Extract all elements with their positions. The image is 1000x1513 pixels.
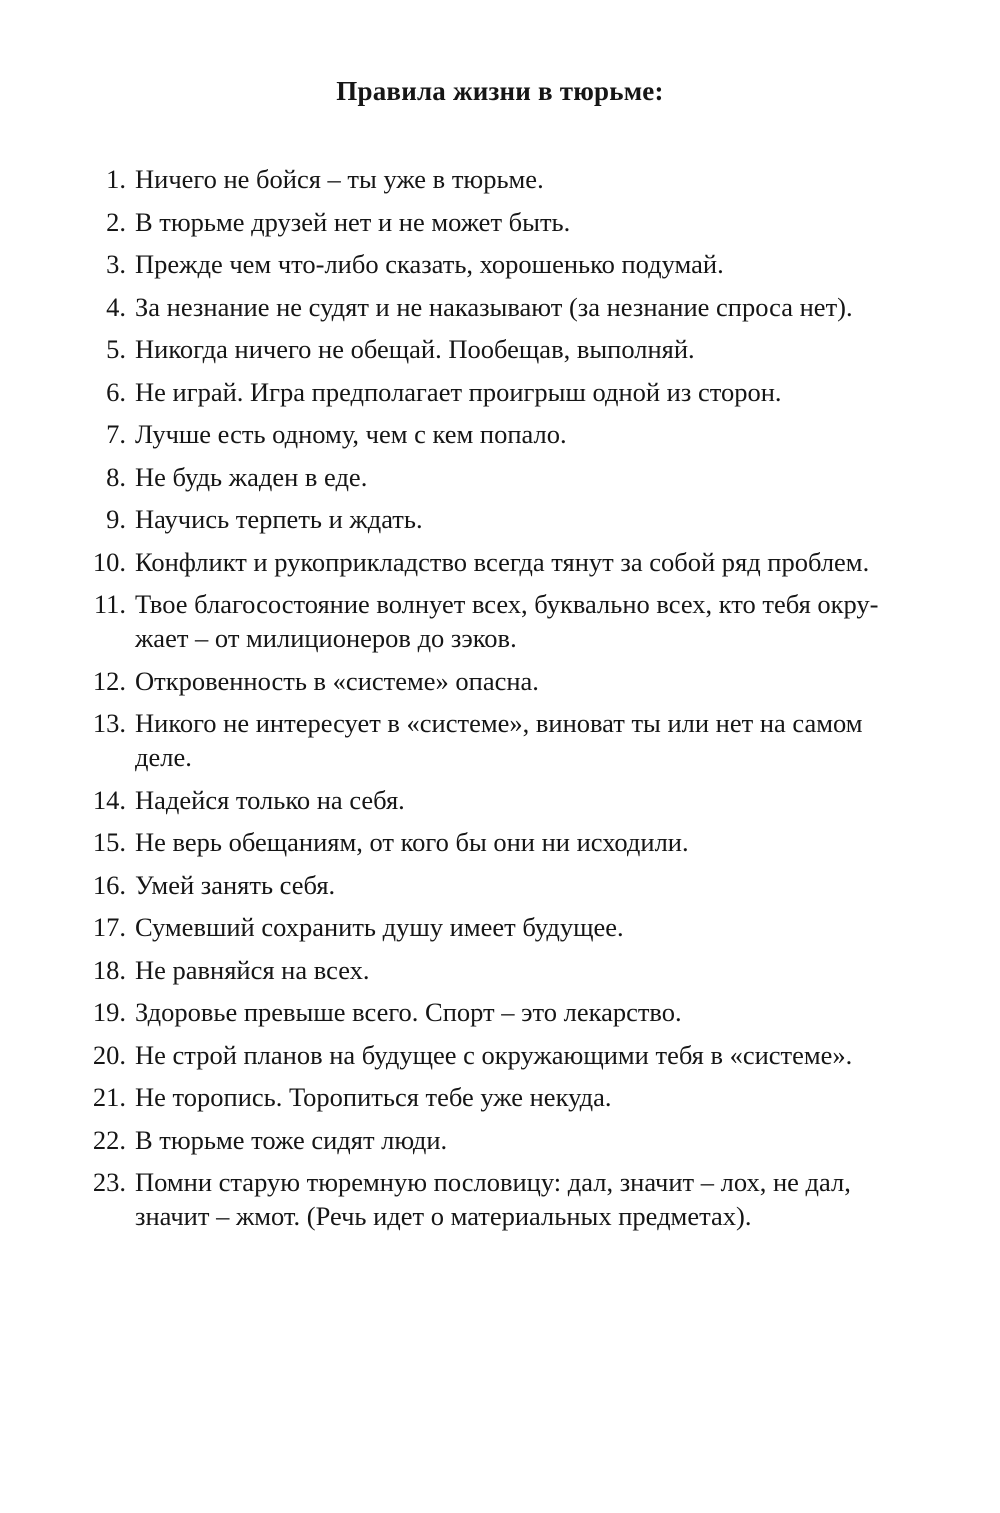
rule-number: 11.	[93, 589, 126, 619]
rule-text	[129, 375, 928, 409]
rule-number: 9.	[106, 504, 126, 534]
rule-text-line: Не верь обещаниям, от кого бы они ни исходили.	[135, 827, 689, 857]
rule-number: 21.	[92, 1082, 126, 1112]
list-item	[78, 502, 928, 536]
rule-number: 2.	[106, 206, 126, 237]
rule-text-line: Ничего не бойся – ты уже в тюрьме.	[135, 164, 544, 194]
rule-number: 1.	[106, 164, 126, 194]
list-item	[78, 868, 928, 902]
rule-number: 7.	[106, 419, 126, 449]
rule-text-line: Не равняйся на всех.	[135, 954, 370, 985]
rule-number: 17.	[92, 912, 126, 942]
rule-number: 5.	[106, 334, 126, 364]
rule-text	[129, 162, 928, 196]
rule-text-line: Сумевший сохранить душу имеет будущее.	[135, 912, 624, 942]
rule-number: 10.	[92, 546, 126, 577]
rule-text	[129, 706, 928, 774]
rule-text-line: Откровенность в «системе» опасна.	[135, 665, 539, 696]
rule-text	[129, 545, 928, 579]
rule-text-line: Не строй планов на будущее с окружающими тебя в «системе».	[135, 1039, 853, 1070]
rule-text-line: Умей занять себя.	[135, 869, 336, 900]
list-item	[78, 1038, 928, 1072]
list-item	[78, 332, 928, 366]
rule-text-line: Никогда ничего не обещай. Пообещав, выполняй.	[135, 334, 695, 364]
rule-text	[129, 502, 928, 536]
rule-text-line: Помни старую тюремную пословицу: дал, значит – лох, не дал,	[135, 1167, 851, 1197]
rule-number: 18.	[92, 954, 126, 985]
list-item	[78, 375, 928, 409]
rule-text	[129, 587, 928, 655]
rule-text	[129, 460, 928, 494]
list-item	[78, 162, 928, 196]
list-item	[78, 247, 928, 281]
rule-text-line: Надейся только на себя.	[135, 784, 405, 815]
rule-text-line: Никого не интересует в «системе», виноват ты или нет на самом	[135, 708, 863, 738]
rule-text	[129, 1123, 928, 1157]
rule-text	[129, 868, 928, 902]
rule-number: 8.	[106, 461, 126, 492]
rule-text-line: Не будь жаден в еде.	[135, 461, 368, 492]
list-item	[78, 783, 928, 817]
list-item	[78, 995, 928, 1029]
rule-text-line: Здоровье превыше всего. Спорт – это лекарство.	[135, 997, 682, 1027]
list-item	[78, 953, 928, 987]
rule-text	[129, 1165, 928, 1233]
rule-text	[129, 953, 928, 987]
rule-text	[129, 1080, 928, 1114]
rule-text-line: Лучше есть одному, чем с кем попало.	[135, 419, 567, 449]
rule-text	[129, 783, 928, 817]
list-item	[78, 417, 928, 451]
rule-number: 19.	[92, 997, 126, 1027]
rule-text-line: значит – жмот. (Речь идет о материальных предметах).	[135, 1201, 752, 1231]
rule-text	[129, 332, 928, 366]
list-item	[78, 290, 928, 324]
rule-number: 6.	[106, 376, 126, 407]
rule-text-line: Научись терпеть и ждать.	[135, 504, 423, 534]
list-item	[78, 1123, 928, 1157]
list-item	[78, 545, 928, 579]
rule-text	[129, 910, 928, 944]
rule-number: 16.	[92, 869, 126, 900]
rule-number: 12.	[92, 665, 126, 696]
rules-list	[78, 162, 928, 1242]
rule-number: 14.	[92, 784, 126, 815]
list-item	[78, 205, 928, 239]
list-item	[78, 706, 928, 774]
list-item	[78, 587, 928, 655]
rule-number: 23.	[92, 1167, 126, 1197]
list-item	[78, 460, 928, 494]
rule-text	[129, 247, 928, 281]
list-item	[78, 1165, 928, 1233]
rule-text	[129, 205, 928, 239]
rule-text-line: Не торопись. Торопиться тебе уже некуда.	[135, 1082, 612, 1112]
rule-number: 15.	[92, 827, 126, 857]
rule-text-line: Твое благосостояние волнует всех, буквально всех, кто тебя окру-	[135, 589, 879, 619]
rule-text-line: Прежде чем что-либо сказать, хорошенько подумай.	[135, 249, 724, 279]
rule-text	[129, 664, 928, 698]
rule-text	[129, 1038, 928, 1072]
rule-text-line: Не играй. Игра предполагает проигрыш одной из сторон.	[135, 376, 782, 407]
rule-text-line: жает – от милиционеров до зэков.	[135, 623, 517, 653]
rule-text-line: За незнание не судят и не наказывают (за незнание спроса нет).	[135, 291, 853, 322]
rule-number: 3.	[106, 249, 126, 279]
rule-text	[129, 417, 928, 451]
rule-text	[129, 825, 928, 859]
rule-text-line: В тюрьме тоже сидят люди.	[135, 1124, 448, 1155]
list-item	[78, 664, 928, 698]
list-item	[78, 825, 928, 859]
rule-text-line: Конфликт и рукоприкладство всегда тянут за собой ряд проблем.	[135, 546, 870, 577]
rule-number: 22.	[92, 1124, 126, 1155]
page-title: Правила жизни в тюрьме:	[336, 76, 664, 106]
list-item	[78, 1080, 928, 1114]
rule-text-line: деле.	[135, 742, 192, 772]
list-item	[78, 910, 928, 944]
rule-number: 13.	[92, 708, 126, 738]
rule-text-line: В тюрьме друзей нет и не может быть.	[135, 206, 571, 237]
rule-text	[129, 290, 928, 324]
rule-text	[129, 995, 928, 1029]
rule-number: 4.	[106, 291, 126, 322]
rule-number: 20.	[92, 1039, 126, 1070]
